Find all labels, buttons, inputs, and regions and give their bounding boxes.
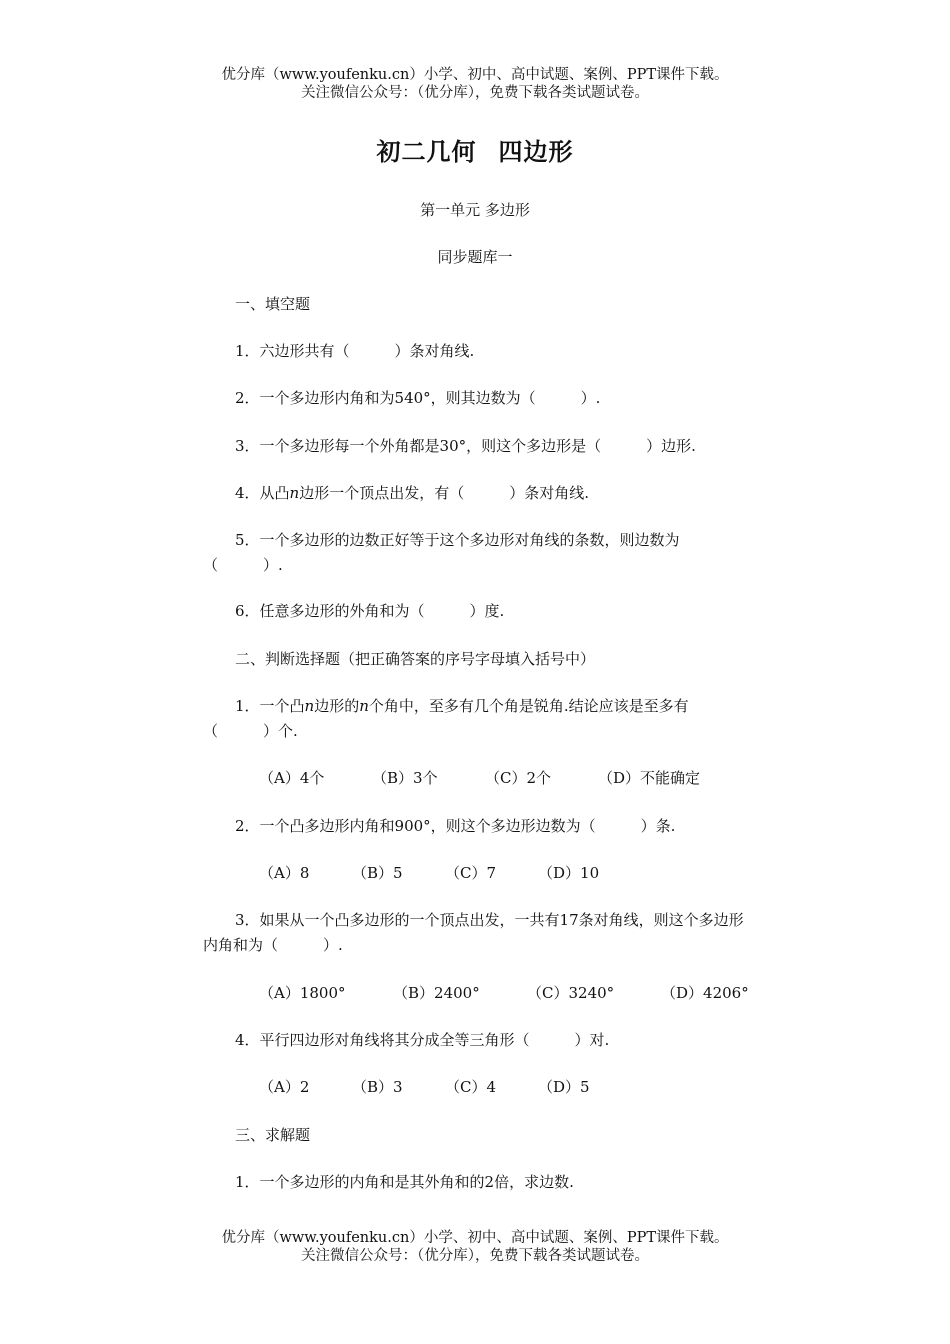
s1-q4-suffix: 边形一个顶点出发，有（ ）条对角线. xyxy=(299,484,589,502)
option-c: （C）2个 xyxy=(485,769,552,787)
s2-q1-variable-1: n xyxy=(304,697,315,715)
title-part-1: 初二几何 xyxy=(376,137,477,166)
option-a: （A）2 xyxy=(259,1078,310,1096)
s1-question-5: 5．一个多边形的边数正好等于这个多边形对角线的条数，则边数为（ ）. xyxy=(203,531,680,574)
s1-question-2: 2．一个多边形内角和为540°，则其边数为（ ）. xyxy=(235,389,601,407)
page-footer xyxy=(0,1229,950,1265)
s1-question-4 xyxy=(203,481,748,506)
option-b: （B）3 xyxy=(352,1078,403,1096)
s2-q1-middle: 边形的 xyxy=(314,697,360,715)
option-c: （C）3240° xyxy=(527,984,615,1002)
option-b: （B）2400° xyxy=(393,984,480,1002)
s2-question-1 xyxy=(203,694,748,744)
s2-q2-options xyxy=(259,862,631,883)
page-header xyxy=(0,66,950,102)
s2-q3-options xyxy=(259,982,795,1003)
header-line-1: 优分库（www.youfenku.cn）小学、初中、高中试题、案例、PPT课件下载。 xyxy=(221,67,729,83)
bank-heading: 同步题库一 xyxy=(437,248,513,266)
option-a: （A）8 xyxy=(259,864,310,882)
s2-question-3: 3．如果从一个凸多边形的一个顶点出发，一共有17条对角线，则这个多边形内角和为（ ）. xyxy=(203,911,744,954)
option-a: （A）1800° xyxy=(259,984,346,1002)
section-1-heading: 一、填空题 xyxy=(235,295,311,313)
option-c: （C）7 xyxy=(445,864,497,882)
document-title xyxy=(0,132,950,167)
s1-q4-prefix: 4．从凸 xyxy=(235,484,290,502)
footer-line-1: 优分库（www.youfenku.cn）小学、初中、高中试题、案例、PPT课件下载。 xyxy=(221,1230,729,1246)
option-c: （C）4 xyxy=(445,1078,497,1096)
s2-q1-options xyxy=(259,767,711,788)
header-line-2: 关注微信公众号：（优分库），免费下载各类试题试卷。 xyxy=(301,85,649,101)
option-d: （D）4206° xyxy=(661,984,749,1002)
option-d: （D）不能确定 xyxy=(598,769,701,787)
footer-line-2: 关注微信公众号：（优分库），免费下载各类试题试卷。 xyxy=(301,1248,649,1264)
title-part-2: 四边形 xyxy=(498,137,574,166)
option-b: （B）5 xyxy=(352,864,403,882)
s1-question-1: 1．六边形共有（ ）条对角线. xyxy=(235,342,475,360)
s3-question-1: 1．一个多边形的内角和是其外角和的2倍，求边数. xyxy=(235,1173,574,1191)
s2-q1-prefix: 1．一个凸 xyxy=(235,697,305,715)
section-2-heading: 二、判断选择题（把正确答案的序号字母填入括号中） xyxy=(235,650,596,668)
s1-question-3: 3．一个多边形每一个外角都是30°，则这个多边形是（ ）边形. xyxy=(235,437,696,455)
s2-q4-options xyxy=(259,1076,631,1097)
unit-heading: 第一单元 多边形 xyxy=(420,201,530,219)
s2-q1-suffix: 个角中，至多有几个角是锐角.结论应该是至多有（ ）个. xyxy=(203,697,689,740)
option-a: （A）4个 xyxy=(259,769,325,787)
s2-question-2: 2．一个凸多边形内角和900°，则这个多边形边数为（ ）条. xyxy=(235,817,676,835)
section-3-heading: 三、求解题 xyxy=(235,1126,311,1144)
s2-question-4: 4．平行四边形对角线将其分成全等三角形（ ）对. xyxy=(235,1031,610,1049)
option-b: （B）3个 xyxy=(372,769,438,787)
s2-q1-variable-2: n xyxy=(359,697,369,715)
option-d: （D）5 xyxy=(538,1078,590,1096)
s1-q4-variable: n xyxy=(289,484,300,502)
option-d: （D）10 xyxy=(538,864,600,882)
s1-question-6: 6．任意多边形的外角和为（ ）度. xyxy=(235,602,505,620)
